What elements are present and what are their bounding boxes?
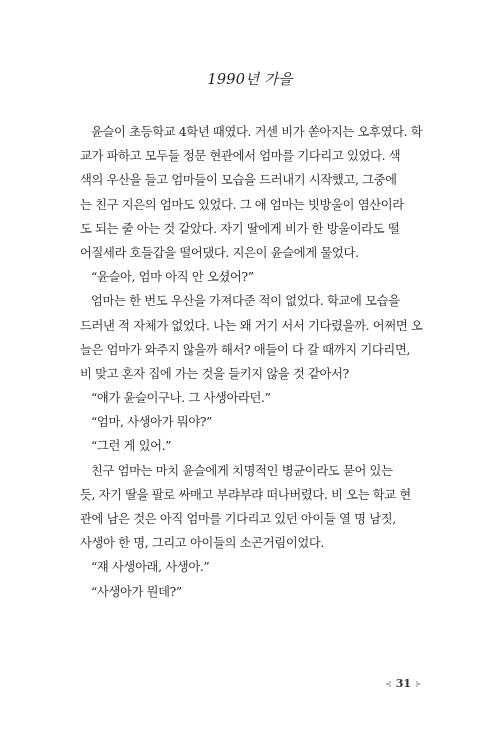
page-number: 31 [395, 677, 412, 690]
ornament-left-icon: ⊰ [385, 679, 392, 689]
text-line: 드러낸 적 자체가 없었다. 나는 왜 거기 서서 기다렸을까. 어쩌면 오 [80, 318, 423, 333]
text-line: 어질세라 호들갑을 떨어댔다. 지은이 윤슬에게 물었다. [80, 245, 359, 260]
dialogue-line: “엄마, 사생아가 뭐야?” [91, 415, 213, 430]
dialogue-line: “사생아가 뭔데?” [91, 584, 182, 599]
body-text [80, 120, 440, 604]
text-line: 관에 남은 것은 아직 엄마를 기다리고 있던 아이들 열 명 남짓, [80, 512, 396, 526]
dialogue-line: “얘가 윤슬이구나. 그 사생아라던.” [91, 391, 271, 406]
text-line: 늘은 엄마가 와주지 않을까 해서? 애들이 다 갈 때까지 기다리면, [80, 342, 411, 357]
text-line: 는 친구 지은의 엄마도 있었다. 그 애 엄마는 빗방울이 염산이라 [80, 197, 404, 212]
text-line: 교가 파하고 모두들 정문 현관에서 엄마를 기다리고 있었다. 색 [80, 149, 401, 164]
dialogue-line: “쟤 사생아래, 사생아.” [91, 560, 210, 575]
text-line: 비 맞고 혼자 집에 가는 것을 들키지 않을 것 같아서? [80, 366, 349, 381]
dialogue-line: “윤슬아, 엄마 아직 안 오셨어?” [91, 270, 254, 285]
page-number-footer [385, 677, 422, 690]
chapter-title: 1990년 가을 [207, 72, 293, 88]
text-line: 듯, 자기 딸을 팔로 싸매고 부랴부랴 떠나버렸다. 비 오는 학교 현 [80, 487, 411, 502]
text-line: 엄마는 한 번도 우산을 가져다준 적이 없었다. 학교에 모습을 [91, 294, 400, 309]
text-line: 친구 엄마는 마치 윤슬에게 치명적인 병균이라도 묻어 있는 [91, 463, 393, 478]
text-line: 색의 우산을 들고 엄마들이 모습을 드러내기 시작했고, 그중에 [80, 173, 397, 188]
text-line: 윤슬이 초등학교 4학년 때였다. 거센 비가 쏟아지는 오후였다. 학 [91, 125, 423, 139]
ornament-right-icon: ⊱ [415, 679, 422, 689]
dialogue-line: “그런 게 있어.” [91, 439, 172, 454]
text-line: 사생아 한 명, 그리고 아이들의 소곤거림이었다. [80, 536, 324, 551]
text-line: 도 되는 줄 아는 것 같았다. 자기 딸에게 비가 한 방울이라도 떨 [80, 221, 400, 236]
